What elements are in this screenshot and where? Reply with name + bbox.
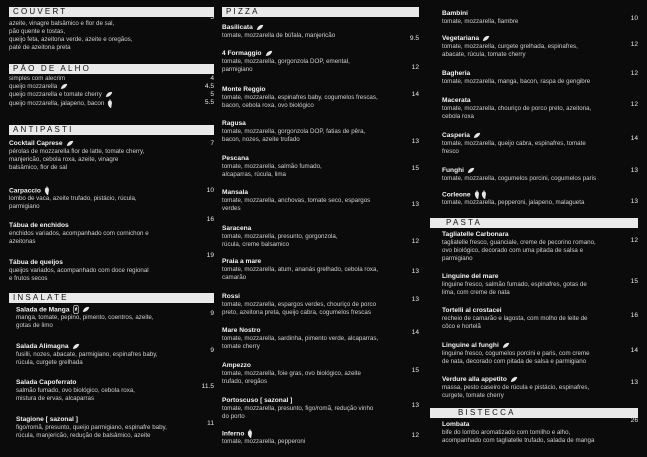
- price: 14: [411, 91, 419, 98]
- list-item: [9, 75, 214, 83]
- menu-item: [16, 415, 214, 440]
- item-desc: lombo de vaca, azeite trufado, pistácio, rúcula,: [9, 195, 137, 203]
- item-desc: fresco: [442, 147, 459, 155]
- vegan-icon: [73, 305, 79, 314]
- section-header-antipasti: ANTIPASTI: [9, 125, 214, 135]
- item-desc: pérolas de mozzarella flor de latte, tomate cherry,: [9, 148, 145, 155]
- item-desc: cebola roxa: [442, 112, 474, 120]
- section-insalate: [9, 293, 214, 303]
- section-antipasti: [9, 125, 214, 135]
- leaf-icon: [60, 83, 68, 90]
- item-name: Funghi: [442, 167, 464, 174]
- item-desc: tomate, mozzarella, presunto, figo/romã, redução vinho: [222, 405, 374, 412]
- item-name: Salada Alimagna: [16, 343, 69, 350]
- menu-item: [442, 272, 638, 297]
- price: 5: [210, 90, 214, 98]
- price: 7: [210, 140, 214, 147]
- item-desc: linguine fresco, cogumelos porcini e paris, com creme: [442, 350, 590, 357]
- item-name: Carpaccio: [9, 187, 41, 195]
- price: 11.5: [201, 383, 214, 390]
- item-name: Linguine del mare: [442, 273, 499, 280]
- menu-item: [222, 429, 419, 446]
- menu-item: [222, 224, 419, 249]
- item-desc: parmigiano: [222, 65, 253, 73]
- item-name: Mansala: [222, 189, 249, 196]
- section-header-bistecca: BISTECCA: [430, 408, 638, 418]
- item-desc: de nata, decorado com pitada de salsa e parmigiano: [442, 357, 587, 365]
- item-desc: tomate, mozzarella de búfala, manjericão: [222, 32, 336, 39]
- section-bistecca: [430, 408, 638, 418]
- item-name: Tagliatelle Carbonara: [442, 231, 509, 238]
- leaf-icon: [105, 91, 113, 98]
- price: 13: [411, 296, 419, 303]
- item-desc: e frutos secos: [9, 274, 48, 282]
- item-desc: azeitonas: [9, 237, 36, 245]
- price: 16: [206, 216, 214, 223]
- item-desc: rúcula, creme balsamico: [222, 240, 290, 248]
- item-name: Saracena: [222, 225, 252, 232]
- menu-item: [222, 361, 419, 386]
- item-desc: fusilli, nozes, abacate, parmigiano, espinafres baby,: [16, 351, 158, 358]
- item-name: Praia a mare: [222, 258, 262, 265]
- item-desc: parmigiano: [9, 203, 40, 211]
- price: 19: [206, 252, 214, 259]
- menu-item: [9, 186, 214, 211]
- item-desc: parmigiano: [442, 254, 473, 262]
- item-name: Vegetariana: [442, 35, 480, 42]
- item-desc: massa, pesto caseiro de rúcula e pistácio, espinafres,: [442, 384, 590, 391]
- item-desc: tomate cherry: [222, 342, 260, 350]
- price: 5: [210, 14, 214, 21]
- item-name: Inferno: [222, 430, 245, 438]
- chili-icon: [474, 190, 480, 199]
- price: 9: [210, 310, 214, 317]
- item-name: Bambini: [442, 10, 469, 17]
- leaf-icon: [510, 376, 518, 383]
- item-name: Tábua de enchidos: [9, 222, 69, 229]
- section-pasta: [430, 218, 638, 228]
- leaf-icon: [82, 306, 90, 313]
- leaf-icon: [265, 50, 273, 57]
- item-desc: alcaparras, rúcula, lima: [222, 170, 286, 178]
- item-name: Tortelli al crostacei: [442, 307, 502, 314]
- item-desc: mistura de ervas, alcaparras: [16, 394, 95, 402]
- item-desc: camarão: [222, 273, 247, 281]
- price: 13: [411, 138, 419, 145]
- price: 12: [630, 41, 638, 48]
- item-desc: salmão fumado, ovo biológico, cebola roxa,: [16, 387, 136, 394]
- section-header-pasta: PASTA: [430, 218, 638, 228]
- item-name: Cocktail Caprese: [9, 140, 63, 147]
- item-desc: tomate, mozzarella, anchovas, tomate seco, espargos: [222, 197, 371, 204]
- list-item: [9, 99, 214, 108]
- price: 13: [630, 167, 638, 174]
- item-name: Basilicata: [222, 24, 253, 31]
- item-desc: simples com alecrim: [9, 75, 66, 82]
- item-desc: tomate, mozzarella, gorgonzola DOP, emental,: [222, 58, 350, 65]
- price: 10: [630, 15, 638, 22]
- item-desc: tomate, mozzarella, manga, bacon, raspa de gengibre: [442, 78, 591, 85]
- leaf-icon: [72, 343, 80, 350]
- item-desc: preto, azeitona preta, queijo cabra, cogumelos frescas: [222, 308, 371, 316]
- leaf-icon: [66, 140, 74, 147]
- list-item: [9, 91, 214, 99]
- item-name: Rossi: [222, 293, 240, 300]
- item-desc: tomate, mozzarella, pepperoni, jalapeno, malagueta: [442, 199, 585, 207]
- price: 5.5: [204, 99, 214, 106]
- item-desc: tomate, mozzarella, queijo cabra, espinafres, tomate: [442, 140, 586, 147]
- price: 12: [411, 432, 419, 439]
- item-desc: gotas de limo: [16, 322, 53, 330]
- leaf-icon: [502, 342, 510, 349]
- item-desc: enchidos variados, acompanhado com cornichon e: [9, 230, 149, 237]
- chili-icon: [44, 186, 50, 195]
- price: 9: [210, 347, 214, 354]
- price: 12: [630, 70, 638, 77]
- price: 14: [630, 135, 638, 142]
- item-desc: tomate, mozzarella, curgete grelhada, espinafres,: [442, 43, 578, 50]
- item-desc: tomate, mozzarella, espargos verdes, chouriço de porco: [222, 301, 377, 308]
- item-desc: rúcula, curgete grelhada: [16, 358, 83, 366]
- menu-item: [442, 190, 638, 207]
- price: 26: [630, 417, 638, 424]
- item-name: Ampezzo: [222, 362, 251, 369]
- chili-icon: [481, 190, 487, 199]
- menu-item: [442, 375, 638, 400]
- menu-item: [222, 23, 419, 40]
- item-name: Bagheria: [442, 70, 471, 77]
- item-desc: abacate, rúcula, tomate cherry: [442, 50, 526, 58]
- item-desc: bacon, nozes, azeite trufado: [222, 135, 300, 143]
- item-desc: tomate, mozzarella, atum, ananás grelhado, cebola roxa,: [222, 266, 379, 273]
- item-desc: tomate, mozzarella, sardinha, pimento verde, alcaparras,: [222, 335, 379, 342]
- menu-item: [222, 188, 419, 213]
- item-desc: ovo biológico, decorado com uma pitada de salsa e: [442, 246, 584, 254]
- item-desc: bife do lombo aromatizado com tomilho e alho,: [442, 429, 571, 436]
- item-desc: tomate, mozzarella, foie gras, ovo biológico, azeite: [222, 370, 361, 377]
- menu-item: [16, 342, 214, 367]
- item-desc: côco e hortelã: [442, 322, 481, 330]
- item-desc: acompanhado com tagliatelle trufado, salada de manga: [442, 436, 595, 444]
- menu-item: [222, 119, 419, 144]
- item-desc: azeite, vinagre balsâmico e flor de sal,: [9, 20, 115, 27]
- item-name: Ragusa: [222, 120, 246, 127]
- menu-item: [16, 305, 214, 330]
- price: 9.5: [409, 35, 419, 42]
- item-desc: tomate, mozzarella, gorgonzola DOP, fatias de pêra,: [222, 128, 366, 135]
- item-desc: tagliatelle fresco, guanciale, creme de pecorino romano,: [442, 239, 596, 246]
- item-desc: paté de azeitona preta: [9, 43, 71, 51]
- leaf-icon: [467, 167, 475, 174]
- item-name: Lombata: [442, 421, 470, 428]
- menu-item: [442, 166, 638, 183]
- item-desc: queijo mozzarella: [9, 83, 58, 91]
- item-desc: tomate, mozzarella, presunto, gorgonzola,: [222, 233, 338, 240]
- item-desc: rúcula, manjericão, redução de balsâmico, azeite: [16, 431, 151, 439]
- leaf-icon: [256, 24, 264, 31]
- menu-item: [9, 252, 214, 283]
- menu-item: [222, 396, 419, 421]
- item-desc: balsâmico, flor de sal: [9, 163, 68, 171]
- price: 4.5: [204, 82, 214, 90]
- menu-item: [9, 216, 214, 246]
- price: 4: [210, 75, 214, 82]
- item-desc: tomate, mozzarella, fiambre: [442, 18, 519, 25]
- item-desc: verdes: [222, 204, 241, 212]
- item-desc: tomate, mozzarella, chouriço de porco preto, azeitona,: [442, 105, 592, 112]
- item-desc: do porto: [222, 412, 245, 420]
- menu-item: [442, 34, 638, 59]
- item-desc: tomate, mozzarella, salmão fumado,: [222, 163, 322, 170]
- menu-item: [222, 326, 419, 351]
- menu-item: [442, 230, 638, 263]
- item-desc: queijo feta, azeitona verde, azeite e oregãos,: [9, 35, 133, 43]
- item-name: Linguine al funghi: [442, 342, 499, 349]
- price: 12: [630, 101, 638, 108]
- item-name: Mare Nostro: [222, 327, 261, 334]
- item-name: 4 Formaggio: [222, 50, 262, 57]
- menu-item: [442, 341, 638, 366]
- menu-item: [222, 292, 419, 317]
- item-name: Verdure alla appetito: [442, 376, 507, 383]
- item-desc: recheio de camarão e lagosta, com molho de leite de: [442, 315, 588, 322]
- item-desc: tomate, mozzarella, pepperoni: [222, 438, 306, 446]
- menu-item: [442, 306, 638, 331]
- item-name: Casperia: [442, 132, 470, 139]
- price: 13: [411, 402, 419, 409]
- item-desc: manga, tomate, pepino, pimento, coentros, azeite,: [16, 314, 154, 322]
- price: 15: [411, 367, 419, 374]
- price: 14: [411, 329, 419, 336]
- price: 13: [630, 198, 638, 205]
- item-desc: bacon, cebola roxa, ovo biológico: [222, 101, 314, 109]
- item-desc: lima, com creme de nata: [442, 288, 510, 296]
- section-pizza: [222, 7, 419, 17]
- price: 12: [411, 64, 419, 71]
- item-desc: pão quente e tostas,: [9, 27, 66, 35]
- list-item: [9, 83, 214, 91]
- item-name: Macerata: [442, 97, 471, 104]
- item-name: Portoscuso [ sazonal ]: [222, 397, 293, 404]
- menu-item: [442, 69, 638, 86]
- chili-icon: [107, 99, 113, 108]
- item-desc: queijo mozzarella e tomate cherry: [9, 91, 102, 99]
- price: 12: [630, 237, 638, 244]
- item-desc: tomate, mozzarella, espinafres baby, cogumelos frescas,: [222, 94, 378, 101]
- menu-item: [9, 139, 214, 172]
- section-header-pao-de-alho: PÃO DE ALHO: [9, 64, 214, 74]
- menu-item: [16, 378, 214, 403]
- price: 13: [411, 201, 419, 208]
- item-desc: queijo mozzarella, jalapeno, bacon: [9, 100, 105, 108]
- section-couvert: [9, 7, 214, 52]
- section-pao-de-alho: [9, 64, 214, 108]
- item-desc: linguine fresco, salmão fumado, espinafres, gotas de: [442, 281, 587, 288]
- item-name: Tábua de queijos: [9, 259, 63, 266]
- leaf-icon: [482, 35, 490, 42]
- item-name: Monte Reggio: [222, 86, 266, 93]
- menu-item: [442, 9, 638, 26]
- menu-item: [222, 85, 419, 110]
- item-name: Salada Capoferrato: [16, 379, 77, 386]
- price: 15: [630, 278, 638, 285]
- section-header-insalate: INSALATE: [9, 293, 214, 303]
- section-header-couvert: COUVERT: [9, 7, 214, 17]
- menu-item: [222, 49, 419, 74]
- price: 14: [630, 347, 638, 354]
- item-name: Pescana: [222, 155, 249, 162]
- item-desc: manjericão, cebola roxa, azeite, vinagre: [9, 155, 119, 163]
- menu-item: [442, 417, 638, 445]
- price: 12: [411, 238, 419, 245]
- item-desc: tomate, mozzarella, cogumelos porcini, cogumelos paris: [442, 175, 597, 182]
- price: 15: [411, 165, 419, 172]
- price: 13: [630, 379, 638, 386]
- price: 16: [630, 312, 638, 319]
- price: 10: [206, 187, 214, 194]
- price: 13: [411, 268, 419, 275]
- price: 11: [207, 420, 214, 427]
- item-desc: queijos variados, acompanhado com doce regional: [9, 267, 149, 274]
- item-name: Corleone: [442, 191, 471, 199]
- menu-item: [222, 154, 419, 179]
- menu-item: [442, 96, 638, 121]
- section-header-pizza: PIZZA: [222, 7, 419, 17]
- menu-item: [442, 131, 638, 156]
- item-desc: figo/romã, presunto, queijo parmigiano, espinafre baby,: [16, 424, 167, 431]
- leaf-icon: [473, 132, 481, 139]
- item-desc: trufado, oregãos: [222, 377, 268, 385]
- item-name: Stagione [ sazonal ]: [16, 416, 78, 423]
- menu-item: [222, 257, 419, 282]
- item-desc: curgete, tomate cherry: [442, 391, 504, 399]
- chili-icon: [247, 429, 253, 438]
- item-name: Salada de Manga: [16, 306, 70, 314]
